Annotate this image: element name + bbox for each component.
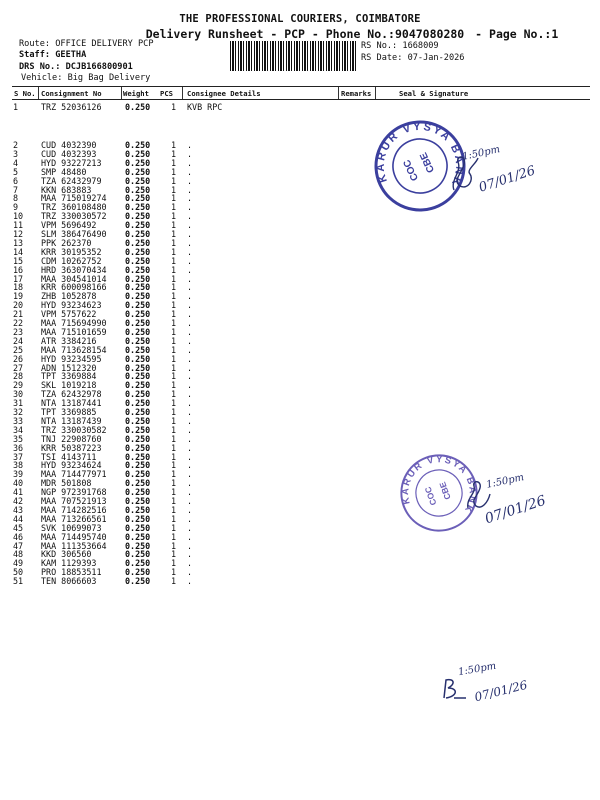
col-divider: [375, 87, 376, 99]
row-consignee: .: [187, 371, 193, 382]
row-sno: 51: [13, 576, 24, 587]
col-remarks: Remarks: [341, 89, 372, 98]
row-pcs: 1: [171, 433, 177, 444]
row-sno: 17: [13, 273, 24, 284]
row-consignee: .: [187, 229, 193, 239]
row-weight: 0.250: [125, 540, 151, 551]
row-consignment: CDM 10262752: [41, 255, 102, 266]
row-consignment: HRD 363070434: [41, 264, 107, 275]
header-rule-top: [12, 86, 590, 87]
row-consignment: HYD 93234623: [41, 300, 102, 311]
row-sno: 23: [13, 326, 24, 337]
row-consignment: KRR 30195352: [41, 246, 102, 257]
row-consignee: .: [187, 531, 193, 542]
row-sno: 46: [13, 531, 24, 542]
rs-date: RS Date: 07-Jan-2026: [361, 53, 465, 63]
row-sno: 10: [13, 211, 24, 222]
row-consignment: CUD 4032390: [41, 140, 97, 150]
row-consignee: .: [187, 567, 193, 578]
row-consignment: HYD 93227213: [41, 157, 102, 168]
row-consignee: .: [187, 504, 193, 515]
row-pcs: 1: [171, 407, 177, 417]
page-number: - Page No.:1: [475, 27, 559, 41]
row-consignment: SVK 10699073: [41, 522, 102, 533]
row-weight: 0.250: [125, 157, 151, 168]
row-consignment: KRR 600098166: [41, 282, 107, 293]
row-pcs: 1: [171, 255, 177, 266]
row-pcs: 1: [171, 166, 177, 177]
table-row: [12, 577, 452, 586]
seal-inner-text: COC: [422, 485, 439, 507]
col-sno: S No.: [14, 89, 36, 98]
row-sno: 12: [13, 229, 24, 239]
row-consignment: TZA 62432978: [41, 389, 102, 400]
row-consignee: .: [187, 335, 193, 346]
row-pcs: 1: [171, 504, 177, 515]
signature-time: 1:50pm: [457, 660, 498, 679]
row-consignment: MAA 713628154: [41, 344, 107, 355]
row-pcs: 1: [171, 102, 177, 112]
row-consignment: TEN 8066603: [41, 576, 97, 587]
row-consignee: .: [187, 318, 193, 328]
seal-inner-text: CBE: [418, 150, 438, 175]
row-sno: 7: [13, 184, 19, 195]
row-consignee: .: [187, 166, 193, 177]
row-consignee: .: [187, 273, 193, 284]
row-consignee: .: [187, 407, 193, 417]
row-weight: 0.250: [125, 202, 151, 213]
row-consignment: MAA 715019274: [41, 193, 107, 204]
drs-number: DRS No.: DCJB166800901: [19, 62, 133, 72]
row-consignee: .: [187, 237, 193, 248]
seal-inner-text: COC: [401, 157, 422, 183]
col-consignment: Consignment No: [41, 89, 102, 98]
row-consignment: NTA 13187439: [41, 415, 102, 426]
row-weight: 0.250: [125, 380, 151, 391]
row-weight: 0.250: [125, 424, 151, 435]
row-sno: 38: [13, 460, 24, 471]
row-consignee: .: [187, 309, 193, 320]
row-consignee: .: [187, 478, 193, 489]
row-consignment: MAA 715694990: [41, 318, 107, 328]
row-consignee: .: [187, 175, 193, 186]
col-divider: [38, 87, 39, 99]
row-weight: 0.250: [125, 415, 151, 426]
col-pcs: PCS: [160, 89, 173, 98]
row-consignee: .: [187, 344, 193, 355]
row-consignee: .: [187, 282, 193, 293]
row-pcs: 1: [171, 576, 177, 587]
row-pcs: 1: [171, 273, 177, 284]
row-consignment: ADN 1512320: [41, 362, 97, 373]
row-sno: 26: [13, 353, 24, 364]
row-weight: 0.250: [125, 451, 151, 462]
col-divider: [182, 87, 183, 99]
row-consignee: .: [187, 246, 193, 257]
row-sno: 35: [13, 433, 24, 444]
row-consignee: .: [187, 576, 193, 587]
row-consignee: .: [187, 487, 193, 498]
row-weight: 0.250: [125, 335, 151, 346]
row-consignment: TNJ 22908760: [41, 433, 102, 444]
row-consignment: MAA 713266561: [41, 513, 107, 524]
row-pcs: 1: [171, 175, 177, 186]
row-pcs: 1: [171, 362, 177, 373]
staff-label: Staff: GEETHA: [19, 50, 87, 60]
row-consignment: NTA 13187441: [41, 398, 102, 409]
row-consignment: HYD 93234595: [41, 353, 102, 364]
row-sno: 28: [13, 371, 24, 382]
signature-time: 1:50pm: [485, 472, 526, 491]
row-sno: 48: [13, 549, 24, 560]
row-consignment: PRO 18853511: [41, 567, 102, 578]
row-pcs: 1: [171, 211, 177, 222]
row-sno: 50: [13, 567, 24, 578]
row-weight: 0.250: [125, 175, 151, 186]
runsheet-heading: Delivery Runsheet - PCP - Phone No.:9047080280: [145, 27, 465, 41]
row-consignment: MAA 707521913: [41, 496, 107, 506]
row-sno: 30: [13, 389, 24, 400]
vehicle-label: Vehicle: Big Bag Delivery: [21, 73, 151, 83]
route-label: Route: OFFICE DELIVERY PCP: [19, 39, 154, 49]
row-weight: 0.250: [125, 371, 151, 382]
row-pcs: 1: [171, 264, 177, 275]
row-consignment: MAA 714477971: [41, 469, 107, 480]
row-pcs: 1: [171, 380, 177, 391]
col-consignee: Consignee Details: [187, 89, 261, 98]
row-weight: 0.250: [125, 300, 151, 311]
row-consignment: KRR 50387223: [41, 442, 102, 453]
row-consignee: .: [187, 300, 193, 311]
col-divider: [338, 87, 339, 99]
row-weight: 0.250: [125, 246, 151, 257]
row-pcs: 1: [171, 469, 177, 480]
seal-ring-text: KARUR VYSYA BANK: [374, 120, 466, 190]
row-weight: 0.250: [125, 567, 151, 578]
row-consignee: .: [187, 460, 193, 471]
barcode: [230, 41, 358, 71]
row-consignment: TPT 3369885: [41, 407, 97, 417]
row-pcs: 1: [171, 309, 177, 320]
row-consignment: SLM 386476490: [41, 229, 107, 239]
row-sno: 4: [13, 157, 19, 168]
row-weight: 0.250: [125, 469, 151, 480]
row-pcs: 1: [171, 326, 177, 337]
row-pcs: 1: [171, 558, 177, 569]
row-sno: 40: [13, 478, 24, 489]
row-consignment: KAM 1129393: [41, 558, 97, 569]
row-weight: 0.250: [125, 433, 151, 444]
row-sno: 39: [13, 469, 24, 480]
row-sno: 2: [13, 140, 19, 150]
row-sno: 16: [13, 264, 24, 275]
col-weight: Weight: [123, 89, 149, 98]
row-sno: 47: [13, 540, 24, 551]
row-pcs: 1: [171, 478, 177, 489]
row-pcs: 1: [171, 442, 177, 453]
row-weight: 0.250: [125, 140, 151, 150]
row-sno: 19: [13, 291, 24, 302]
row-sno: 33: [13, 415, 24, 426]
row-consignment: TPT 3369884: [41, 371, 97, 382]
row-consignee: .: [187, 442, 193, 453]
row-pcs: 1: [171, 344, 177, 355]
row-consignment: ZHB 1052878: [41, 291, 97, 302]
row-sno: 9: [13, 202, 19, 213]
row-sno: 13: [13, 237, 24, 248]
row-pcs: 1: [171, 193, 177, 204]
row-sno: 43: [13, 504, 24, 515]
row-consignment: MAA 304541014: [41, 273, 107, 284]
row-pcs: 1: [171, 415, 177, 426]
row-weight: 0.250: [125, 496, 151, 506]
row-sno: 25: [13, 344, 24, 355]
row-weight: 0.250: [125, 460, 151, 471]
row-weight: 0.250: [125, 344, 151, 355]
row-pcs: 1: [171, 246, 177, 257]
row-pcs: 1: [171, 335, 177, 346]
row-weight: 0.250: [125, 362, 151, 373]
company-title: THE PROFESSIONAL COURIERS, COIMBATORE: [179, 13, 421, 25]
row-pcs: 1: [171, 567, 177, 578]
row-pcs: 1: [171, 460, 177, 471]
row-consignment: ATR 3384216: [41, 335, 97, 346]
row-sno: 41: [13, 487, 24, 498]
row-weight: 0.250: [125, 102, 151, 112]
row-sno: 27: [13, 362, 24, 373]
row-pcs: 1: [171, 424, 177, 435]
row-consignment: VPM 5696492: [41, 220, 97, 231]
row-pcs: 1: [171, 371, 177, 382]
row-weight: 0.250: [125, 211, 151, 222]
row-consignment: CUD 4032393: [41, 148, 97, 159]
signature-date: 07/01/26: [477, 163, 538, 196]
row-pcs: 1: [171, 487, 177, 498]
seal-ring-text: KARUR VYSYA BANK: [399, 453, 479, 516]
row-consignment: SKL 1019218: [41, 380, 97, 391]
header-rule-bottom: [12, 99, 590, 100]
row-consignment: KKD 306560: [41, 549, 92, 560]
rs-number: RS No.: 1668009: [361, 41, 439, 51]
row-consignment: PPK 262370: [41, 237, 92, 248]
row-pcs: 1: [171, 220, 177, 231]
row-sno: 32: [13, 407, 24, 417]
row-weight: 0.250: [125, 326, 151, 337]
row-pcs: 1: [171, 398, 177, 409]
row-pcs: 1: [171, 451, 177, 462]
row-sno: 21: [13, 309, 24, 320]
row-weight: 0.250: [125, 318, 151, 328]
row-weight: 0.250: [125, 513, 151, 524]
row-consignee: .: [187, 255, 193, 266]
row-consignment: MAA 714495740: [41, 531, 107, 542]
row-consignment: NGP 972391768: [41, 487, 107, 498]
row-sno: 49: [13, 558, 24, 569]
row-pcs: 1: [171, 202, 177, 213]
row-weight: 0.250: [125, 291, 151, 302]
row-sno: 44: [13, 513, 24, 524]
row-sno: 45: [13, 522, 24, 533]
row-consignee: .: [187, 469, 193, 480]
row-weight: 0.250: [125, 442, 151, 453]
row-sno: 1: [13, 102, 19, 112]
row-pcs: 1: [171, 522, 177, 533]
row-weight: 0.250: [125, 166, 151, 177]
row-pcs: 1: [171, 282, 177, 293]
row-sno: 20: [13, 300, 24, 311]
row-consignee: .: [187, 389, 193, 400]
row-pcs: 1: [171, 531, 177, 542]
row-consignee: .: [187, 522, 193, 533]
row-sno: 3: [13, 148, 19, 159]
row-consignee: .: [187, 513, 193, 524]
row-consignee: .: [187, 540, 193, 551]
row-sno: 31: [13, 398, 24, 409]
row-sno: 6: [13, 175, 19, 186]
row-pcs: 1: [171, 291, 177, 302]
row-consignment: KKN 683883: [41, 184, 92, 195]
row-consignee: .: [187, 220, 193, 231]
row-sno: 18: [13, 282, 24, 293]
row-consignment: MAA 715101659: [41, 326, 107, 337]
row-consignee: .: [187, 184, 193, 195]
row-sno: 5: [13, 166, 19, 177]
row-consignee: .: [187, 549, 193, 560]
row-pcs: 1: [171, 140, 177, 150]
row-consignee: .: [187, 451, 193, 462]
col-seal: Seal & Signature: [399, 89, 469, 98]
row-consignee: .: [187, 380, 193, 391]
row-sno: 22: [13, 318, 24, 328]
row-weight: 0.250: [125, 576, 151, 587]
row-weight: 0.250: [125, 504, 151, 515]
row-weight: 0.250: [125, 487, 151, 498]
row-sno: 14: [13, 246, 24, 257]
row-consignment: TZA 62432979: [41, 175, 102, 186]
row-pcs: 1: [171, 549, 177, 560]
signature-date: 07/01/26: [473, 677, 529, 705]
row-consignee: .: [187, 264, 193, 275]
row-consignee: KVB RPC: [187, 102, 223, 112]
row-sno: 11: [13, 220, 24, 231]
row-pcs: 1: [171, 496, 177, 506]
row-consignee: .: [187, 211, 193, 222]
row-weight: 0.250: [125, 282, 151, 293]
row-weight: 0.250: [125, 389, 151, 400]
row-sno: 42: [13, 496, 24, 506]
row-consignment: HYD 93234624: [41, 460, 102, 471]
row-consignment: TRZ 360108480: [41, 202, 107, 213]
row-pcs: 1: [171, 318, 177, 328]
row-weight: 0.250: [125, 478, 151, 489]
row-weight: 0.250: [125, 220, 151, 231]
row-pcs: 1: [171, 148, 177, 159]
row-pcs: 1: [171, 353, 177, 364]
row-sno: 15: [13, 255, 24, 266]
row-consignment: SMP 48480: [41, 166, 87, 177]
row-consignment: TSI 4143711: [41, 451, 97, 462]
row-consignment: TRZ 330030572: [41, 211, 107, 222]
row-sno: 8: [13, 193, 19, 204]
row-pcs: 1: [171, 513, 177, 524]
row-weight: 0.250: [125, 264, 151, 275]
row-consignment: MDR 501808: [41, 478, 92, 489]
row-weight: 0.250: [125, 148, 151, 159]
row-consignee: .: [187, 424, 193, 435]
row-sno: 37: [13, 451, 24, 462]
row-consignment: MAA 714282516: [41, 504, 107, 515]
row-weight: 0.250: [125, 558, 151, 569]
row-weight: 0.250: [125, 549, 151, 560]
seal-inner-text: CBE: [437, 480, 453, 501]
row-consignee: .: [187, 433, 193, 444]
row-pcs: 1: [171, 229, 177, 239]
row-consignment: VPM 5757622: [41, 309, 97, 320]
row-weight: 0.250: [125, 522, 151, 533]
signature-time: 1:50pm: [461, 144, 502, 163]
row-weight: 0.250: [125, 531, 151, 542]
row-weight: 0.250: [125, 309, 151, 320]
row-pcs: 1: [171, 540, 177, 551]
row-sno: 34: [13, 424, 24, 435]
row-weight: 0.250: [125, 193, 151, 204]
row-sno: 29: [13, 380, 24, 391]
row-weight: 0.250: [125, 407, 151, 417]
row-consignee: .: [187, 398, 193, 409]
table-row: [12, 103, 452, 112]
row-consignee: .: [187, 496, 193, 506]
row-weight: 0.250: [125, 229, 151, 239]
row-sno: 36: [13, 442, 24, 453]
row-weight: 0.250: [125, 184, 151, 195]
row-pcs: 1: [171, 184, 177, 195]
row-weight: 0.250: [125, 255, 151, 266]
row-consignment: TRZ 330030582: [41, 424, 107, 435]
row-consignee: .: [187, 558, 193, 569]
row-consignee: .: [187, 202, 193, 213]
row-pcs: 1: [171, 237, 177, 248]
row-consignee: .: [187, 148, 193, 159]
row-weight: 0.250: [125, 398, 151, 409]
row-consignee: .: [187, 326, 193, 337]
signature-date: 07/01/26: [483, 492, 548, 528]
row-consignee: .: [187, 291, 193, 302]
row-pcs: 1: [171, 300, 177, 311]
row-consignee: .: [187, 353, 193, 364]
row-consignment: MAA 111353664: [41, 540, 107, 551]
row-consignee: .: [187, 157, 193, 168]
row-weight: 0.250: [125, 353, 151, 364]
row-pcs: 1: [171, 389, 177, 400]
row-consignment: TRZ 52036126: [41, 102, 102, 112]
row-consignee: .: [187, 193, 193, 204]
col-divider: [121, 87, 122, 99]
row-consignee: .: [187, 362, 193, 373]
handwritten-signature: [440, 676, 470, 702]
row-pcs: 1: [171, 157, 177, 168]
row-consignee: .: [187, 415, 193, 426]
row-weight: 0.250: [125, 237, 151, 248]
row-consignee: .: [187, 140, 193, 150]
row-sno: 24: [13, 335, 24, 346]
row-weight: 0.250: [125, 273, 151, 284]
